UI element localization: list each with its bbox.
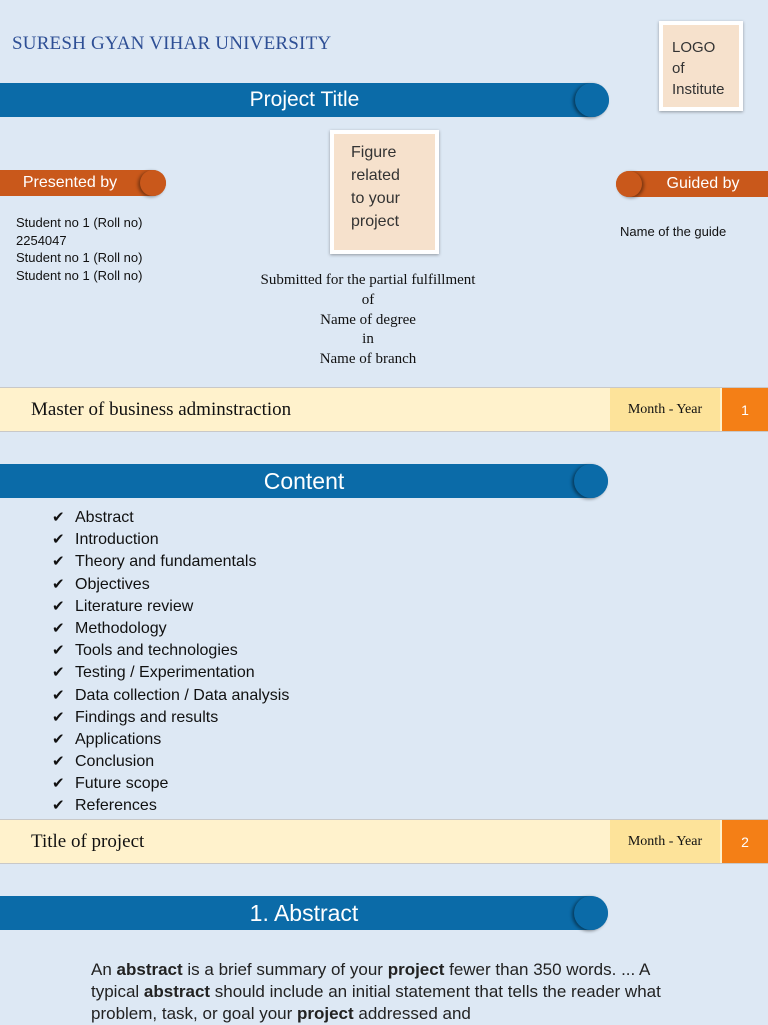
abstract-heading: 1. Abstract (249, 900, 359, 926)
guided-by-label-pill (616, 171, 768, 197)
content-banner (0, 464, 608, 498)
content-list-item (52, 550, 289, 572)
check-icon: ✔ (52, 530, 65, 549)
content-list-item (52, 639, 289, 661)
check-icon: ✔ (52, 685, 65, 704)
submission-line: Name of degree (320, 311, 416, 328)
content-list-item (52, 684, 289, 706)
project-figure-placeholder (330, 130, 439, 254)
content-list-item (52, 595, 289, 617)
content-list-item (52, 772, 289, 794)
content-list (52, 506, 289, 817)
student-entry: Student no 1 (Roll no) (16, 250, 143, 265)
footer-date: Month - Year (610, 820, 720, 863)
content-list-item-label: Theory and fundamentals (75, 553, 257, 571)
content-list-item-label: References (75, 797, 157, 815)
content-list-item (52, 728, 289, 750)
logo-text-line: Institute (672, 81, 725, 98)
abstract-text-segment: An (91, 960, 117, 979)
content-list-item (52, 794, 289, 816)
project-title-banner (0, 83, 609, 117)
logo-text-line: LOGO (672, 39, 716, 56)
check-icon: ✔ (52, 618, 65, 637)
content-list-item-label: Tools and technologies (75, 642, 238, 660)
abstract-paragraph (91, 959, 691, 1025)
content-list-item-label: Data collection / Data analysis (75, 686, 290, 704)
check-icon: ✔ (52, 729, 65, 748)
submission-line: in (362, 331, 374, 348)
university-name: SURESH GYAN VIHAR UNIVERSITY (12, 33, 332, 54)
abstract-banner (0, 896, 608, 930)
presented-by-label: Presented by (22, 174, 118, 191)
check-icon: ✔ (52, 707, 65, 726)
student-entry: Student no 1 (Roll no) (16, 215, 143, 230)
figure-text-line: Figure (351, 144, 397, 161)
content-list-item-label: Objectives (75, 575, 150, 593)
abstract-keyword: abstract (116, 960, 183, 979)
content-list-item-label: Future scope (75, 775, 169, 793)
check-icon: ✔ (52, 596, 65, 615)
content-list-item (52, 661, 289, 683)
content-list-item-label: Testing / Experimentation (75, 664, 255, 682)
abstract-keyword: abstract (143, 982, 211, 1001)
project-title: Project Title (249, 88, 360, 111)
check-icon: ✔ (52, 774, 65, 793)
content-list-item-label: Applications (75, 730, 162, 748)
submission-line: Name of branch (319, 351, 417, 368)
footer-title: Title of project (31, 831, 145, 852)
presented-by-label-pill (0, 170, 166, 196)
content-list-item-label: Findings and results (75, 708, 219, 726)
submission-line: Submitted for the partial fulfillment (260, 272, 476, 288)
student-entry: 2254047 (16, 232, 67, 248)
abstract-text-segment: should include an initial statement that tells the reader what problem, task, or goal your (91, 982, 661, 1023)
check-icon: ✔ (52, 552, 65, 571)
content-list-item-label: Abstract (75, 509, 134, 526)
guide-name: Name of the guide (620, 224, 727, 239)
abstract-keyword: project (387, 960, 445, 979)
check-icon: ✔ (52, 641, 65, 660)
figure-text-line: related (351, 167, 400, 184)
student-entry: Student no 1 (Roll no) (16, 267, 143, 283)
banner-knob-icon (574, 896, 608, 930)
content-heading: Content (263, 468, 345, 494)
content-list-item-label: Methodology (75, 619, 167, 637)
banner-knob-icon (575, 83, 609, 117)
check-icon: ✔ (52, 574, 65, 593)
content-list-item (52, 528, 289, 550)
logo-text-line: of (672, 60, 685, 77)
footer-page-number: 2 (722, 820, 768, 863)
check-icon: ✔ (52, 508, 65, 526)
abstract-text-segment: is a brief summary of your (182, 960, 388, 979)
abstract-text-segment: addressed and (353, 1004, 471, 1023)
banner-knob-icon (574, 464, 608, 498)
check-icon: ✔ (52, 752, 65, 771)
footer-date: Month - Year (610, 388, 720, 431)
slide-footer-1 (0, 387, 768, 432)
footer-title: Master of business adminstraction (31, 399, 292, 420)
guided-by-label: Guided by (666, 175, 740, 192)
check-icon: ✔ (52, 796, 65, 815)
content-list-item (52, 506, 289, 528)
pill-knob-icon (616, 171, 642, 197)
content-list-item (52, 706, 289, 728)
student-list (16, 214, 142, 284)
slide-footer-2 (0, 819, 768, 864)
abstract-text-segment: fewer than 350 words. ... A typical (91, 960, 650, 1001)
content-list-item-label: Literature review (75, 597, 194, 615)
submission-line: of (361, 291, 375, 308)
content-list-item-label: Introduction (75, 531, 159, 549)
check-icon: ✔ (52, 663, 65, 682)
content-list-item-label: Conclusion (75, 753, 155, 771)
footer-page-number: 1 (722, 388, 768, 431)
figure-text-line: project (351, 213, 400, 230)
submission-statement (228, 271, 508, 370)
content-list-item (52, 573, 289, 595)
figure-text-line: to your (351, 190, 400, 207)
abstract-keyword: project (296, 1004, 354, 1023)
institute-logo-placeholder (659, 21, 743, 111)
content-list-item (52, 617, 289, 639)
pill-knob-icon (140, 170, 166, 196)
content-list-item (52, 750, 289, 772)
